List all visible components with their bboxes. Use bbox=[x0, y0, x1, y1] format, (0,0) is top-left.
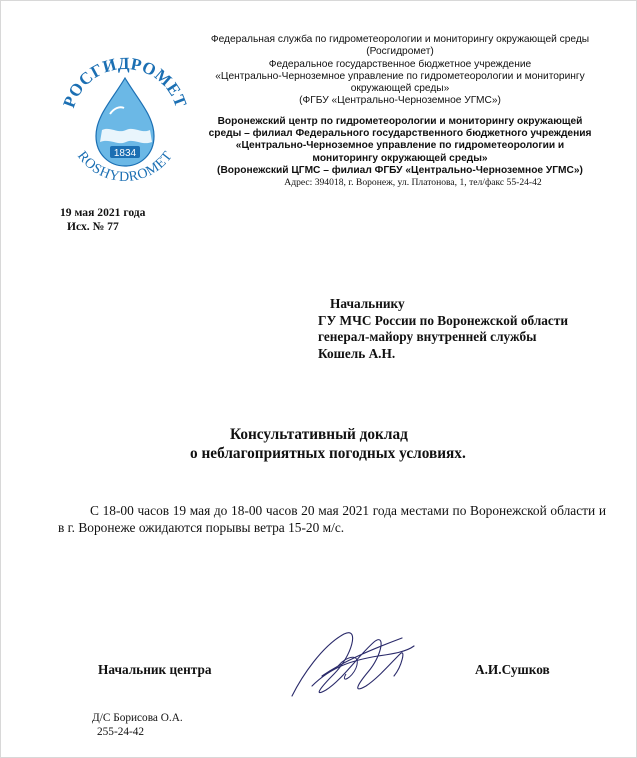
logo-bottom-text: ROSHYDROMET bbox=[74, 148, 176, 186]
signatory-name: А.И.Сушков bbox=[475, 662, 550, 677]
recipient-line: Начальнику bbox=[330, 296, 405, 311]
document-meta bbox=[60, 206, 145, 234]
roshydromet-logo bbox=[50, 42, 200, 192]
signature-icon bbox=[282, 616, 422, 712]
logo-year: 1834 bbox=[113, 148, 137, 159]
recipient-line: ГУ МЧС России по Воронежской области bbox=[318, 312, 569, 328]
body-paragraph: С 18-00 часов 19 мая до 18-00 часов 20 мая 2021 года местами по Воронежской области и в г. Воронеже ожидаются порывы ветра 15-20 м/с. bbox=[58, 503, 606, 535]
center-line: мониторингу окружающей среды» bbox=[312, 152, 488, 164]
executor-block bbox=[92, 712, 183, 739]
document-ref-number: Исх. № 77 bbox=[67, 220, 119, 233]
recipient-block bbox=[318, 296, 568, 362]
agency-line: Федеральная служба по гидрометеорологии и мониторингу окружающей среды bbox=[210, 34, 590, 45]
title-line-1: Консультативный доклад bbox=[230, 426, 408, 443]
agency-line: окружающей среды» bbox=[350, 83, 450, 95]
center-line: «Центрально-Черноземное управление по гидрометеорологии и bbox=[235, 140, 565, 152]
document-title bbox=[150, 425, 550, 463]
letterhead bbox=[196, 34, 604, 189]
agency-line: «Центрально-Черноземное управление по гидрометеорологии и мониторингу bbox=[215, 70, 585, 82]
agency-line: (ФГБУ «Центрально-Черноземное УГМС») bbox=[299, 95, 501, 107]
handwritten-signature bbox=[282, 616, 422, 712]
signatory-role: Начальник центра bbox=[98, 662, 212, 677]
executor-name: Д/С Борисова О.А. bbox=[92, 712, 183, 724]
address: Адрес: 394018, г. Воронеж, ул. Платонова, 1, тел/факс 55-24-42 bbox=[284, 177, 542, 189]
logo-top-text: РОСГИДРОМЕТ bbox=[59, 53, 191, 111]
center-line: среды – филиал Федерального государственного бюджетного учреждения bbox=[208, 128, 592, 140]
agency-line: Федеральное государственное бюджетное учреждение bbox=[268, 58, 532, 70]
recipient-line: генерал-майору внутренней службы bbox=[318, 329, 537, 344]
agency-line: (Росгидромет) bbox=[366, 46, 434, 58]
center-line: Воронежский центр по гидрометеорологии и мониторингу окружающей bbox=[217, 115, 583, 127]
executor-phone: 255-24-42 bbox=[97, 725, 145, 738]
center-line: (Воронежский ЦГМС – филиал ФГБУ «Центрально-Черноземное УГМС») bbox=[217, 164, 583, 176]
roshydromet-emblem-icon bbox=[50, 42, 200, 192]
title-line-2: о неблагоприятных погодных условиях. bbox=[190, 445, 466, 462]
recipient-line: Кошель А.Н. bbox=[318, 345, 396, 361]
document-date: 19 мая 2021 года bbox=[60, 206, 146, 219]
